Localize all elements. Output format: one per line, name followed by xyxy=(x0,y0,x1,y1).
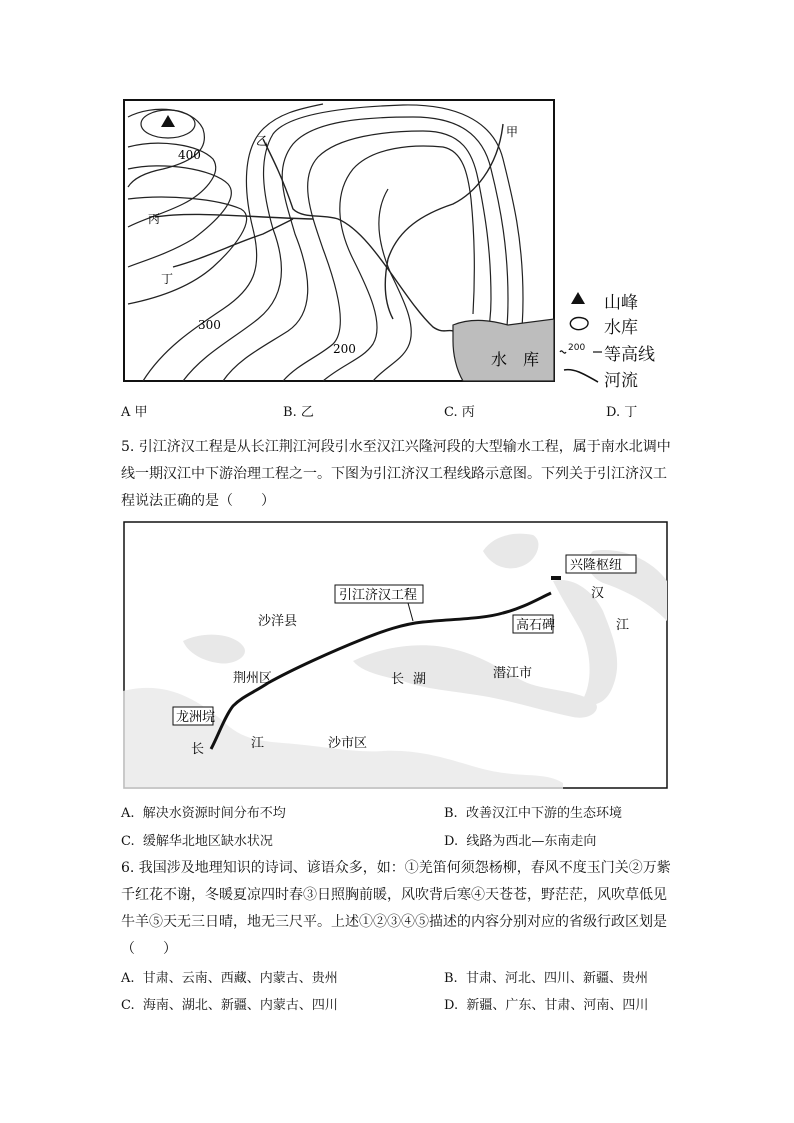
label-xinglong-hub: 兴隆枢纽 xyxy=(570,558,623,573)
legend-river-icon xyxy=(564,370,598,382)
label-chang-lake: 长 xyxy=(391,672,405,687)
contour-label-300: 300 xyxy=(198,318,221,332)
label-hu: 湖 xyxy=(413,672,427,687)
legend-contour-icon xyxy=(560,351,566,353)
q4-option-c[interactable]: C. 丙 xyxy=(444,405,475,420)
label-han-1: 汉 xyxy=(591,586,605,601)
label-jingzhou: 荆州区 xyxy=(233,671,273,686)
q5-option-a[interactable]: A. 解决水资源时间分布不均 xyxy=(121,806,286,821)
label-jiang-2: 江 xyxy=(251,736,265,751)
q4-option-d[interactable]: D. 丁 xyxy=(606,405,638,420)
label-shashi: 沙市区 xyxy=(328,736,368,751)
legend-peak-label: 山峰 xyxy=(604,293,638,313)
label-longzhouyuan: 龙洲垸 xyxy=(176,710,216,725)
contour-label-400: 400 xyxy=(178,148,201,162)
legend-river-label: 河流 xyxy=(604,371,638,391)
point-label-bing: 丙 xyxy=(148,212,161,226)
q5-option-b[interactable]: B. 改善汉江中下游的生态环境 xyxy=(444,806,622,821)
q6-option-d[interactable]: D. 新疆、广东、甘肃、河南、四川 xyxy=(444,998,649,1013)
legend-peak-icon xyxy=(571,292,585,304)
label-jiang-1: 江 xyxy=(616,618,630,633)
label-chang-river: 长 xyxy=(191,742,205,757)
q5-stem: 5. 引江济汉工程是从长江荆江河段引水至汉江兴隆河段的大型输水工程，属于南水北调中 线一期汉江中下游治理工程之一。下图为引江济汉工程线路示意图。下列关于引江济汉工 程说法正确的是（ ） xyxy=(121,439,671,509)
legend-symbols xyxy=(558,288,604,388)
legend-contour-value: 200 xyxy=(568,343,586,353)
label-shayang: 沙洋县 xyxy=(258,614,298,629)
reservoir-label: 水 库 xyxy=(491,350,540,369)
contour-map xyxy=(123,99,555,382)
q4-option-b[interactable]: B. 乙 xyxy=(283,405,314,420)
q5-option-d[interactable]: D. 线路为西北—东南走向 xyxy=(444,834,597,849)
q6-option-a[interactable]: A. 甘肃、云南、西藏、内蒙古、贵州 xyxy=(121,971,338,986)
q6-option-c[interactable]: C. 海南、湖北、新疆、内蒙古、四川 xyxy=(121,998,338,1013)
point-label-jia: 甲 xyxy=(506,125,519,139)
point-label-yi: 乙 xyxy=(256,134,269,148)
point-label-ding: 丁 xyxy=(161,272,174,286)
q4-option-a[interactable]: A 甲 xyxy=(121,405,148,420)
label-canal-project: 引江济汉工程 xyxy=(339,588,418,603)
q6-stem: 6. 我国涉及地理知识的诗词、谚语众多，如：①羌笛何须怨杨柳，春风不度玉门关②万紫 千红花不谢，冬暖夏凉四时春③日照胸前暖，风吹背后寒④天苍苍，野茫茫，风吹草低见 牛羊⑤天无三日晴，地无三尺平。上述①②③④⑤描述的内容分别对应的省级行政区划是 （ ） xyxy=(121,860,671,957)
q6-option-b[interactable]: B. 甘肃、河北、四川、新疆、贵州 xyxy=(444,971,648,986)
project-map xyxy=(123,521,668,789)
contour-label-200: 200 xyxy=(333,342,356,356)
q5-option-c[interactable]: C. 缓解华北地区缺水状况 xyxy=(121,834,273,849)
label-qianjiang: 潜江市 xyxy=(493,666,533,681)
legend-reservoir-icon xyxy=(570,318,588,330)
legend-contour-label: 等高线 xyxy=(604,345,655,365)
legend-reservoir-label: 水库 xyxy=(604,318,638,338)
label-gaoshibei: 高石碑 xyxy=(516,618,556,633)
